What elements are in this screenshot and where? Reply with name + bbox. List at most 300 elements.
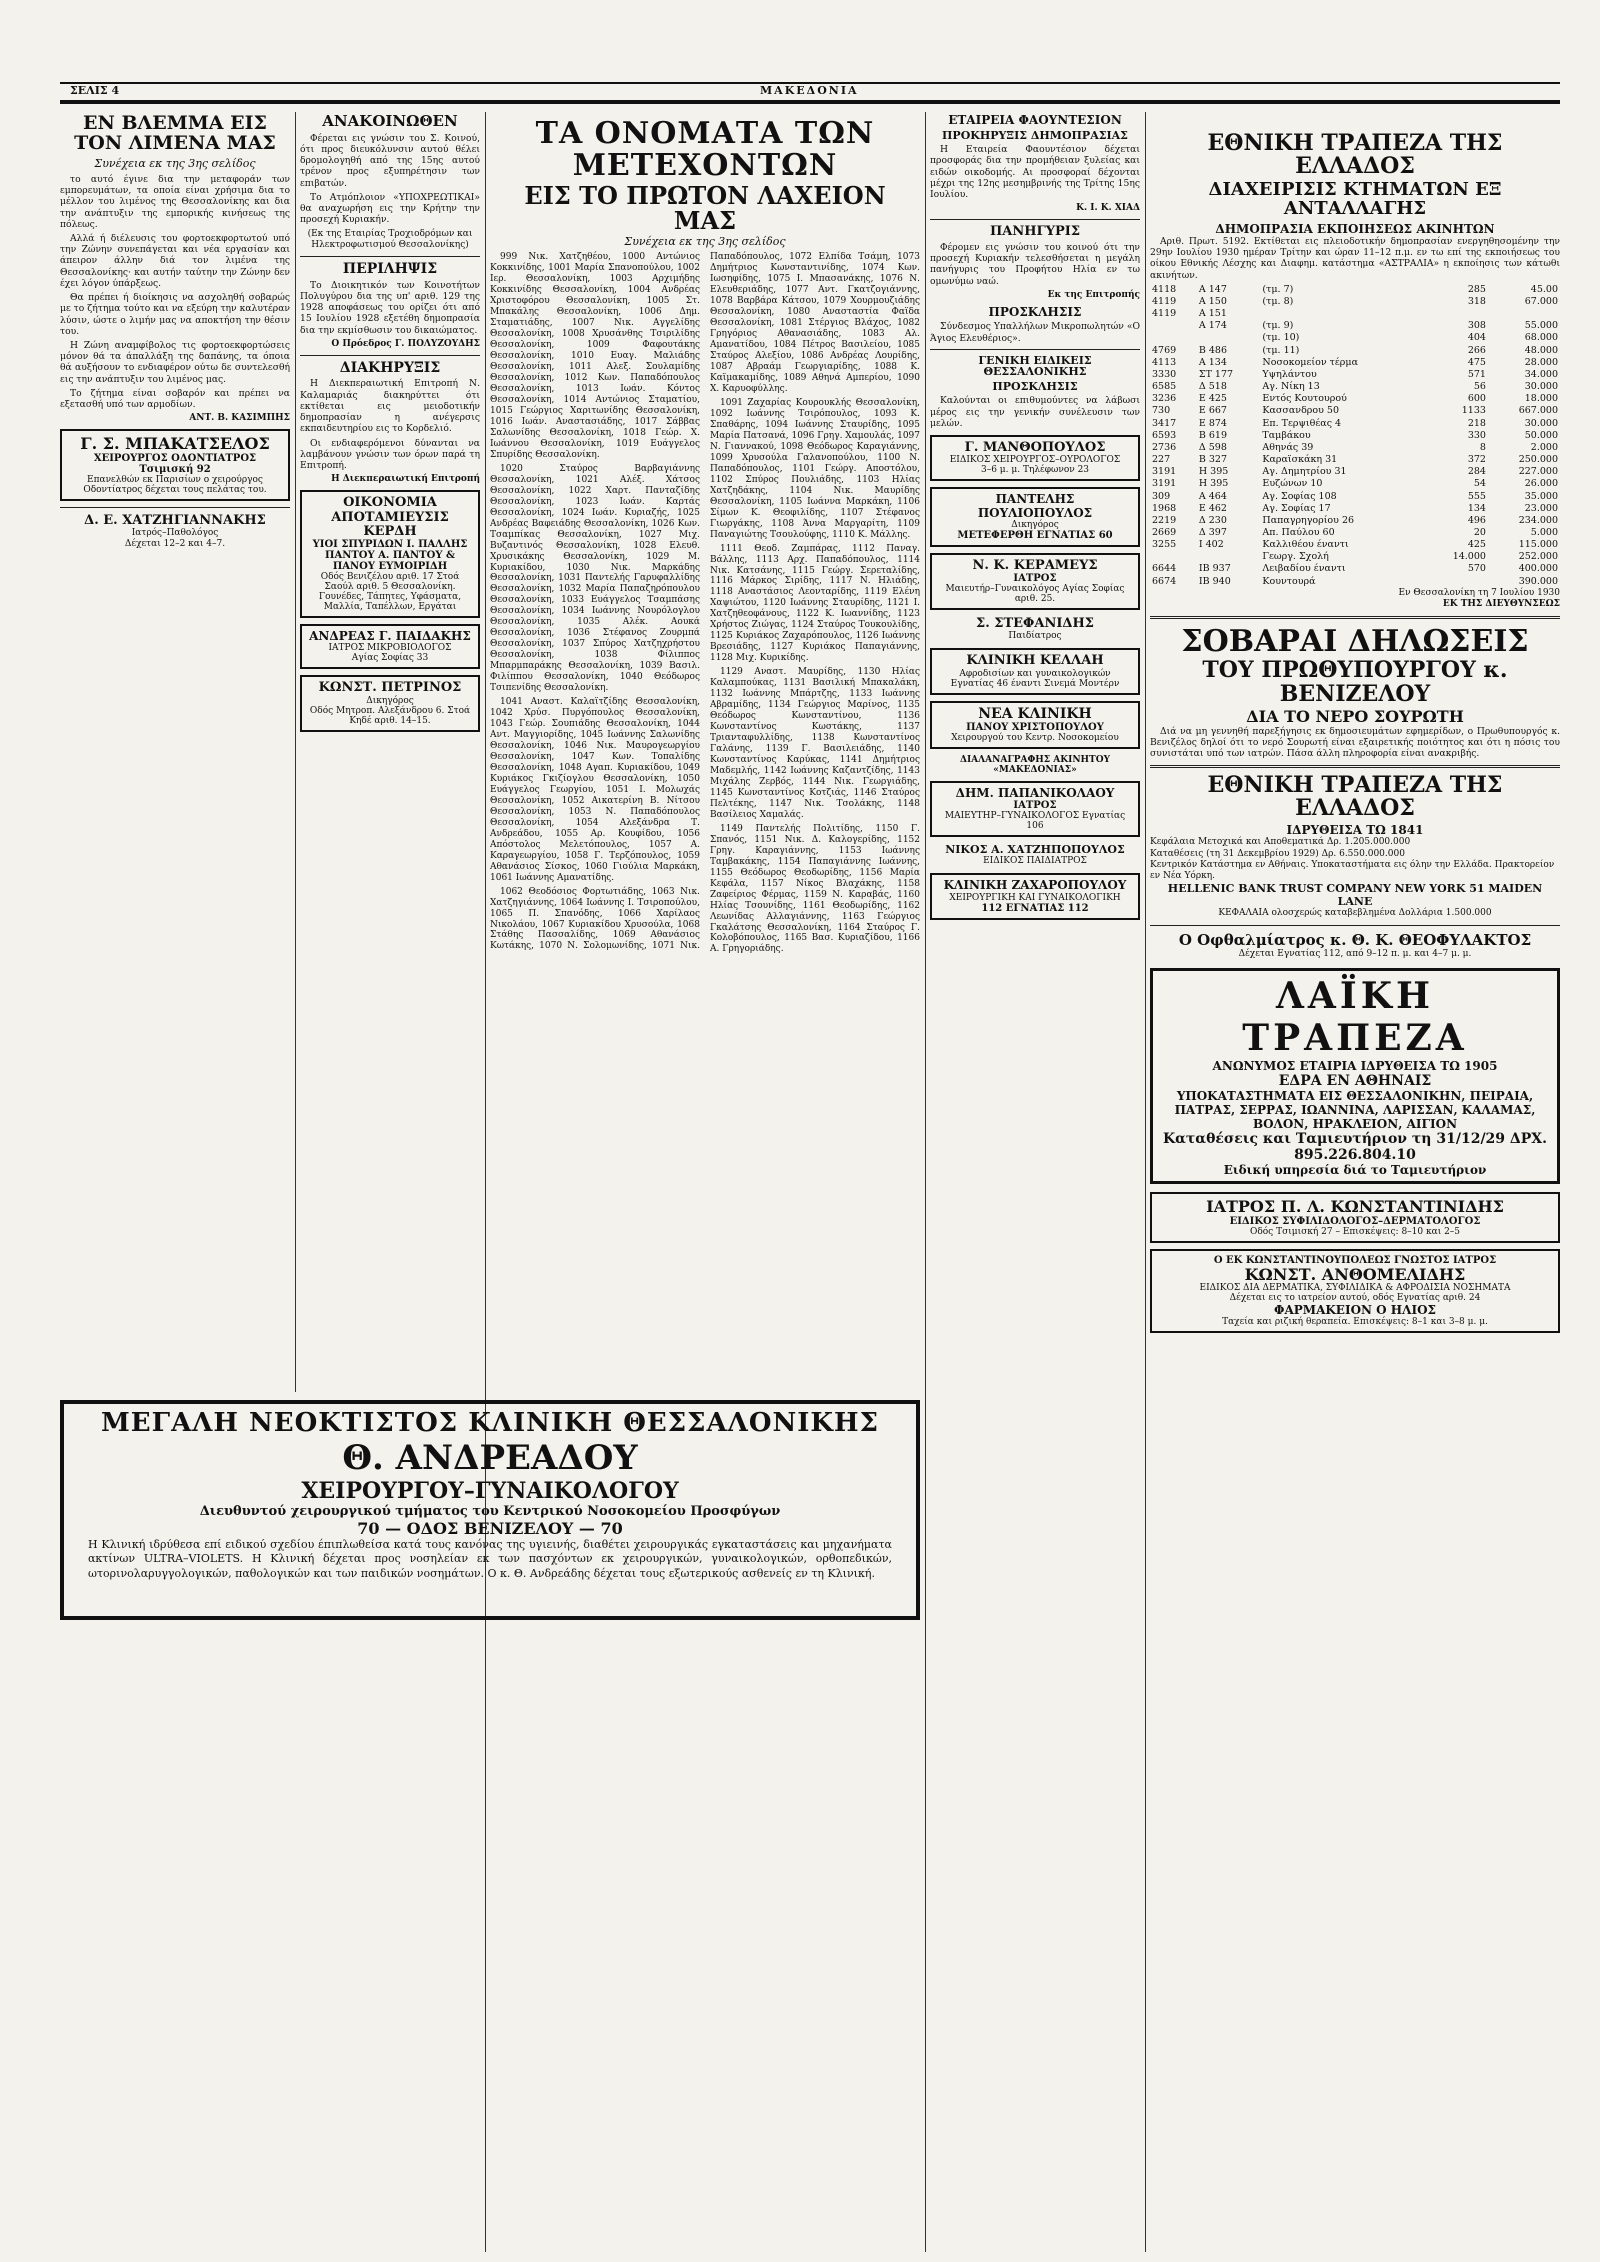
- ad-title: Παιδίατρος: [1008, 631, 1062, 642]
- table-cell: (τμ. 7): [1262, 283, 1294, 295]
- section-title: ΔΙΑΛΑΝΑΓΡΑΦΗΣ ΑΚΙΝΗΤΟΥ «ΜΑΚΕΔΟΝΙΑΣ»: [959, 754, 1111, 775]
- table-cell: Νοσοκομείον τέρμα: [1262, 356, 1358, 368]
- table-cell: Δ 598: [1198, 441, 1227, 453]
- table-cell: 227.000: [1518, 466, 1558, 478]
- table-cell: Δ 397: [1198, 526, 1227, 538]
- ad-papanikolaou: [930, 781, 1140, 837]
- ad-name: ΚΩΝΣΤ. ΠΕΤΡΙΝΟΣ: [318, 680, 462, 696]
- ad-name: Σ. ΣΤΕΦΑΝΙΔΗΣ: [976, 616, 1094, 632]
- table-cell: 20: [1473, 526, 1486, 538]
- ad-chatzipopoulos: [930, 843, 1140, 867]
- ad-ophthalmologist: Ο Οφθαλμίατρος κ. Θ. Κ. ΘΕΟΦΥΛΑΚΤΟΣ: [1178, 930, 1532, 949]
- statements-subtitle: ΤΟΥ ΠΡΩΘΥΠΟΥΡΓΟΥ κ. ΒΕΝΙΖΕΛΟΥ: [1202, 657, 1508, 708]
- article-title: ΕΝ ΒΛΕΜΜΑ ΕΙΣ ΤΟΝ ΛΙΜΕΝΑ ΜΑΣ: [74, 112, 276, 154]
- table-row: [1150, 539, 1560, 551]
- table-cell: Η 395: [1198, 466, 1229, 478]
- statements-title: ΣΟΒΑΡΑΙ ΔΗΛΩΣΕΙΣ: [1181, 624, 1529, 660]
- table-row: [1150, 357, 1560, 369]
- table-cell: Α 147: [1198, 283, 1227, 295]
- table-cell: 600: [1467, 393, 1486, 405]
- table-cell: 234.000: [1518, 514, 1558, 526]
- paragraph: Το Διοικητικόν των Κοινοτήτων Πολυγύρου δια της υπ' αριθ. 129 της 1928 αποφάσεως του ορίζει ότι από 15 Ιουλίου 1928 εξετέθη δημοπρασία δια την εκμίσθωσιν του δικαιώματος.: [300, 279, 480, 336]
- ad-address: ΜΕΤΕΦΕΡΘΗ ΕΓΝΑΤΙΑΣ 60: [957, 529, 1113, 541]
- table-cell: [1150, 332, 1197, 344]
- ad-title: ΕΙΔΙΚΟΣ ΣΥΦΙΛΙΔΟΛΟΓΟΣ–ΔΕΡΜΑΤΟΛΟΓΟΣ: [1229, 1215, 1481, 1227]
- newspaper-name: ΜΑΚΕΔΟΝΙΑ: [760, 84, 859, 97]
- table-cell: [1488, 308, 1560, 320]
- ad-owners: ΠΑΝΤΟΥ Α. ΠΑΝΤΟΥ & ΠΑΝΟΥ ΕΥΜΟΙΡΙΔΗ: [325, 550, 455, 573]
- table-cell: Γεωργ. Σχολή: [1262, 551, 1329, 563]
- table-cell: 285: [1467, 283, 1486, 295]
- table-cell: 250.000: [1518, 454, 1558, 466]
- table-cell: 134: [1467, 502, 1486, 514]
- table-cell: 372: [1467, 454, 1486, 466]
- table-cell: 48.000: [1524, 344, 1558, 356]
- paragraph: 999 Νικ. Χατζηθέου, 1000 Αντώνιος Κοκκινίδης, 1001 Μαρία Σπανοπούλου, 1002 Ιερ. Θεσσαλονίκη, 1003 Αρχιμήδης Κοκκινίδης Θεσσαλονίκη, 1004 Ανδρέας Χριστοφόρου Θεσσαλονίκη, 1005 Στ. Μπακάλης Θεσσαλονίκη, 1006 Δημ. Σταματιάδης, 1007 Νικ. Αγγελίδης Θεσσαλονίκη, 1008 Χρυσάνθης Τσιριλίδης Θεσσαλονίκη, 1009 Φαφουτάκης Θεσσαλονίκη, 1010 Ευαγ. Μαλιάδης Θεσσαλονίκη, 1011 Αλεξ. Σουλαμίδης Θεσσαλονίκη, 1012 Κων. Παπαδόπουλος Θεσσαλονίκη, 1013 Ιωάν. Κόντος Θεσσαλονίκη, 1014 Αντώνιος Σταματίου, 1015 Γεώργιος Χαριτωνίδης Θεσσαλονίκη, 1016 Ιωάν. Αναστασιάδης, 1017 Σάββας Σαλωνίδης Θεσσαλονίκη, 1018 Γεώρ. Χ. Ιωάννου Θεσσαλονίκη, 1019 Ευάγγελος Σπυρίδης Θεσσαλονίκη.: [490, 252, 700, 460]
- table-cell: 6644: [1152, 563, 1177, 575]
- table-cell: Εντός Κουτουρού: [1262, 393, 1347, 405]
- table-cell: 2669: [1152, 526, 1177, 538]
- bank-title: ΕΘΝΙΚΗ ΤΡΑΠΕΖΑ ΤΗΣ ΕΛΛΑΔΟΣ: [1207, 772, 1503, 822]
- table-cell: 555: [1467, 490, 1486, 502]
- table-cell: ΙΒ 937: [1198, 563, 1231, 575]
- section-title: ΠΡΟΣΚΛΗΣΙΣ: [988, 304, 1082, 319]
- ad-name: ΝΕΑ ΚΛΙΝΙΚΗ: [978, 705, 1092, 722]
- table-cell: Ε 667: [1198, 405, 1227, 417]
- table-cell: Α 464: [1198, 490, 1227, 502]
- table-cell: 23.000: [1524, 502, 1558, 514]
- table-cell: 56: [1473, 381, 1486, 393]
- table-cell: 67.000: [1524, 296, 1558, 307]
- bank-name: ΛΑΪΚΗ ΤΡΑΠΕΖΑ: [1242, 974, 1468, 1059]
- table-cell: 4119: [1152, 308, 1177, 320]
- statements-body: [1150, 726, 1560, 760]
- table-cell: 218: [1467, 417, 1486, 429]
- ad-hours: 3–6 μ. μ. Τηλέφωνον 23: [980, 465, 1090, 476]
- ad-title: Ιατρός–Παθολόγος: [131, 527, 219, 538]
- bank-branches: ΥΠΟΚΑΤΑΣΤΗΜΑΤΑ ΕΙΣ ΘΕΣΣΑΛΟΝΙΚΗΝ, ΠΕΙΡΑΙΑ, ΠΑΤΡΑΣ, ΣΕΡΡΑΣ, ΙΩΑΝΝΙΝΑ, ΛΑΡΙΣΣΑΝ, ΚΑΛΑΜΑΣ, ΒΟΛΟΝ, ΗΡΑΚΛΕΙΟΝ, ΑΙΓΙΟΝ: [1174, 1088, 1536, 1131]
- table-row: [1150, 381, 1560, 393]
- column-divider: [925, 112, 926, 2252]
- table-cell: Α 151: [1198, 308, 1227, 320]
- table-cell: 6674: [1152, 575, 1177, 587]
- table-cell: 3255: [1152, 539, 1177, 551]
- table-cell: (τμ. 9): [1262, 320, 1294, 332]
- auction-intro: [1150, 236, 1560, 281]
- table-cell: ΙΒ 940: [1198, 575, 1231, 587]
- paragraph: Η Ζώνη αναμφίβολος τις φορτοεκφορτώσεις μόνον θά τα άπαλλάξη της δαπάνης, τα όποια θά αυξήσουν το ενδιαφέρον ούτω δε συντελεσθή εις την ανάπτυξιν του λιμένος μας.: [60, 339, 290, 385]
- paragraph: 1062 Θεοδόσιος Φορτωτιάδης, 1063 Νικ. Χατζηγιάννης, 1064 Ιωάννης Ι. Τσιροπούλου, 1065 Π. Σπανόδης, 1066 Χαρίλαος Νικολάου, 1067 Κυριακίδου Χρυσούλα, 1068 Στάθης Πασσαλίδης, 1069 Αθανάσιος Κωτάκης, 1070 Ν. Σολομωνίδης, 1071 Νικ. Παπαδόπουλος, 1072 Ελπίδα Τσάμη, 1073 Δημήτριος Κωνσταντινίδης, 1074 Κων. Ιωσηφίδης, 1075 Ι. Μπασανάκης, 1076 Ν. Ελευθεριάδης, 1077 Αντ. Γκατζογιάννης, 1078 Βαρβάρα Κάτσου, 1079 Χουρμουζιάδης Θεσσαλονίκη, 1080 Ανασταστία Φαϊδα Θεσσαλονίκη, 1081 Στέργιος Βλάχος, 1082 Γρηγόριος Αθανασιάδης, 1083 Αλ. Αμανατίδου, 1084 Πέτρος Βασιλείου, 1085 Σταύρος Αλεξίου, 1086 Ανδρέας Λουρίδης, 1087 Αβραάμ Γεωργιαρίδης, 1088 Κ. Καϊμακαμίδης, 1089 Αθηνά Αμπερίου, 1090 Χ. Καρυοφύλλης.: [490, 252, 920, 952]
- table-row: [1150, 320, 1560, 332]
- ad-address: Εγνατίας 46 έναντι Σινεμά Μοντέρν: [950, 678, 1120, 689]
- auction-title: ΔΗΜΟΠΡΑΣΙΑ ΕΚΠΟΙΗΣΕΩΣ ΑΚΙΝΗΤΩΝ: [1215, 221, 1495, 236]
- table-row: [1150, 393, 1560, 405]
- paragraph: Αριθ. Πρωτ. 5192. Εκτίθεται εις πλειοδοτικήν δημοπρασίαν ενεργηθησομένην την 29ην Ιουλίου 1930 ημέραν Τρίτην και ώραν 11–12 π.μ. εν τω επί της εκποιήσεως του οίκου Εθνικής Λέσχης και Διαφημ. κατάστημα «ΑΣΤΡΑΛΙΑ» η εκποίησις των κάτωθι ακινήτων.: [1150, 235, 1560, 281]
- ad-petrinos: [300, 675, 480, 731]
- bank-founded: ΙΔΡΥΘΕΙΣΑ ΤΩ 1841: [1286, 823, 1424, 838]
- table-cell: 496: [1467, 514, 1486, 526]
- ad-address: Μαιευτήρ–Γυναικολόγος Αγίας Σοφίας αριθ. 25.: [945, 584, 1125, 605]
- article-subtitle: Συνέχεια εκ της 3ης σελίδος: [94, 156, 256, 170]
- table-cell: [1426, 308, 1488, 320]
- column-2: [300, 112, 480, 1372]
- table-cell: 425: [1467, 539, 1486, 551]
- bank-ny-capital: ΚΕΦΑΛΑΙΑ ολοσχερώς καταβεβλημένα Δολλάρια 1.500.000: [1218, 908, 1492, 919]
- table-cell: 667.000: [1518, 405, 1558, 417]
- ad-title: Δικηγόρος: [1011, 519, 1059, 530]
- paragraph: 1020 Σταύρος Βαρβαγιάννης Θεσσαλονίκη, 1021 Αλέξ. Χάτσος Θεσσαλονίκη, 1022 Χαρτ. Πανταζίδης Θεσσαλονίκη, 1023 Ιωάν. Καρτάς Θεσσαλονίκη, 1024 Ιωάν. Κυριαζής, 1025 Ανδρέας Βαφειάδης Θεσσαλονίκη, 1026 Κων. Τσαμπίκας Θεσσαλονίκη, 1027 Μιχ. Βυζαντινός Θεσσαλονίκη, 1028 Ελευθ. Χρυσικάκης Θεσσαλονίκη, 1029 Μ. Κυριακίδου, 1030 Νικ. Μαρκάδης Θεσσαλονίκη, 1031 Παντελής Γαρυφαλλίδης Θεσσαλονίκη, 1032 Μαρία Παπαζηρόπουλου Θεσσαλονίκη, 1033 Ευάγγελος Τσαμπάσης Θεσσαλονίκη, 1034 Ιωάννης Νουρόλογλου Θεσσαλονίκη, 1035 Αλέκ. Αουκά Θεσσαλονίκη, 1036 Στέφανος Ζουρμπά Θεσσαλονίκη, 1037 Σπύρος Χατζηχρήστου Θεσσαλονίκη, 1038 Φίλιππος Μπαρμπαράκης Θεσσαλονίκη, 1039 Βασιλ. Φιλίππου Θεσσαλονίκη, 1040 Θεόδωρος Τσιπενίδης Θεσσαλονίκη.: [490, 463, 700, 694]
- bank-capital: Κεφάλαια Μετοχικά και Αποθεματικά Δρ. 1.205.000.000: [1150, 837, 1411, 848]
- section-title: ΠΑΝΗΓΥΡΙΣ: [989, 224, 1081, 240]
- table-row: [1150, 491, 1560, 503]
- table-cell: 30.000: [1524, 381, 1558, 393]
- section-title: ΓΕΝΙΚΗ ΕΙΔΙΚΕΙΣ ΘΕΣΣΑΛΟΝΙΚΗΣ: [978, 353, 1092, 379]
- ad-title: Αφροδισίων και γυναικολογικών: [959, 668, 1111, 679]
- table-row: [1150, 478, 1560, 490]
- table-cell: 730: [1152, 405, 1171, 417]
- section-body: [300, 280, 480, 336]
- table-cell: Αγ. Νίκη 13: [1262, 381, 1320, 393]
- table-cell: 571: [1467, 368, 1486, 380]
- table-cell: Κασσανδρου 50: [1262, 405, 1339, 417]
- ad-title: Χειρουργού του Κεντρ. Νοσοκομείου: [951, 732, 1119, 743]
- table-cell: 26.000: [1524, 478, 1558, 490]
- section-signature: Η Διεκπεραιωτική Επιτροπή: [331, 474, 480, 485]
- lottery-subtitle: ΕΙΣ ΤΟ ΠΡΩΤΟΝ ΛΑΧΕΙΟΝ ΜΑΣ: [524, 181, 886, 236]
- paragraph: 1041 Αναστ. Καλαϊτζίδης Θεσσαλονίκη, 1042 Χρύσ. Πυργόπουλος Θεσσαλονίκη, 1043 Γεώρ. Σουπιάδης Θεσσαλονίκη, 1044 Αντ. Μαγγιορίδης, 1045 Ιωάννης Σαλωνίδης Θεσσαλονίκη, 1046 Νικ. Μαυρογεωργίου Θεσσαλονίκη, 1047 Κων. Τοπαλίδης Θεσσαλονίκη, 1048 Αγαπ. Κυριακίδου, 1049 Κυριάκος Γκιζίογλου Θεσσαλονίκη, 1050 Ευάγγελος Γεωργίου, 1051 Ι. Μολωχάς Θεσσαλονίκη, 1052 Αικατερίνη Β. Νίτσου Θεσσαλονίκη, 1053 Ν. Παπαδόπουλος Θεσσαλονίκη, 1054 Αλεξάνδρα Τ. Ανδρεάδου, 1055 Αρ. Κουφίδου, 1056 Απόστολος Μελετόπουλος, 1057 Α. Καραγεωργίου, 1058 Γ. Τερζόπουλος, 1059 Αθανάσιος Σίσκος, 1060 Γιούλια Μαρκάκη, 1061 Ιωάννης Αμανατίδης.: [490, 697, 700, 883]
- table-row: [1150, 284, 1560, 296]
- ad-title: ΧΕΙΡΟΥΡΓΙΚΗ ΚΑΙ ΓΥΝΑΙΚΟΛΟΓΙΚΗ: [949, 892, 1121, 903]
- ad-name: Γ. Σ. ΜΠΑΚΑΤΣΕΛΟΣ: [80, 434, 270, 454]
- paragraph: Διά να μη γεννηθή παρεξήγησις εκ δημοσιευμάτων εφημερίδων, ο Πρωθυπουργός κ. Βενιζέλος δηλοί ότι το νερό Σουρωτή είναι εξαιρετικής ποιότητος και ότι η πόσις του συνιστάται υπό των ιατρών. Πάσα άλλη πληροφορία είναι ανακριβής.: [1150, 725, 1560, 760]
- table-cell: 3191: [1152, 466, 1177, 478]
- table-cell: ΣΤ 177: [1198, 368, 1234, 380]
- table-cell: Λειβαδίου έναντι: [1262, 563, 1346, 575]
- table-cell: 309: [1152, 490, 1171, 502]
- masthead: [60, 82, 1560, 104]
- table-cell: Α 150: [1198, 296, 1227, 307]
- ad-name: Δ. Ε. ΧΑΤΖΗΓΙΑΝΝΑΚΗΣ: [84, 512, 266, 528]
- ad-anthomelidis: [1150, 1249, 1560, 1334]
- ad-title: ΙΑΤΡΟΣ: [1013, 800, 1057, 812]
- ad-laiki-bank: [1150, 968, 1560, 1184]
- table-row: [1150, 430, 1560, 442]
- table-cell: 45.00: [1530, 283, 1558, 295]
- table-row: [1150, 576, 1560, 588]
- table-cell: 570: [1467, 563, 1486, 575]
- ad-heading: ΟΙΚΟΝΟΜΙΑ ΑΠΟΤΑΜΙΕΥΣΙΣ ΚΕΡΔΗ: [331, 495, 449, 539]
- table-cell: 2.000: [1530, 441, 1558, 453]
- table-cell: 8: [1479, 441, 1486, 453]
- table-cell: 30.000: [1524, 417, 1558, 429]
- paragraph: 1111 Θεοδ. Ζαμπάρας, 1112 Παναγ. Βάλλης, 1113 Αρχ. Παπαδόπουλος, 1114 Νικ. Κατσάνης, 1115 Γεώργ. Σερεταλίδης, 1116 Μάρκος Σιρίδης, 1117 Ν. Ηλιάδης, 1118 Αναστάσιος Λεονταρίδης, 1119 Ελένη Χαψιώτου, 1120 Ιωάννης Σταυρίδης, 1121 Ι. Χατζηθεοφάνους, 1122 Κ. Ιωαννίδης, 1123 Χρήστος Ζιώγας, 1124 Σταύρος Τουκουλίδης, 1125 Κυριάκος Ζαχαρόπουλος, 1126 Ιωάννης Βρεσιάδης, 1127 Κυριάκος Παπαγιάννης, 1128 Μιχ. Κυρικίδης.: [710, 543, 920, 664]
- table-cell: Κουντουρά: [1262, 575, 1316, 587]
- auction-date: Εν Θεσσαλονίκη τη 7 Ιουλίου 1930: [1398, 587, 1560, 598]
- section-title: ΔΙΑΚΗΡΥΞΙΣ: [339, 359, 441, 376]
- ad-zacharopoulou-clinic: [930, 873, 1140, 919]
- ad-name: Θ. ΑΝΔΡΕΑΔΟΥ: [342, 1438, 638, 1478]
- table-cell: Α 134: [1198, 356, 1227, 368]
- ad-address: Αγίας Σοφίας 33: [351, 653, 429, 664]
- divider: [300, 256, 480, 257]
- section-signature: Εκ της Επιτροπής: [1047, 289, 1140, 300]
- auction-sign: ΕΚ ΤΗΣ ΔΙΕΥΘΥΝΣΕΩΣ: [1442, 599, 1560, 609]
- ad-hours: Δέχεται 12–2 και 4–7.: [124, 539, 226, 550]
- ad-name: Ν. Κ. ΚΕΡΑΜΕΥΣ: [972, 557, 1098, 573]
- bank-hq: ΕΔΡΑ ΕΝ ΑΘΗΝΑΙΣ: [1278, 1072, 1432, 1089]
- table-row: [1150, 418, 1560, 430]
- section-signature: Ο Πρόεδρος Γ. ΠΟΛΥΖΟΥΔΗΣ: [331, 338, 480, 349]
- lower-left-area: [60, 1630, 920, 2230]
- column-5: [1150, 130, 1560, 2250]
- lottery-title: ΤΑ ΟΝΟΜΑΤΑ ΤΩΝ ΜΕΤΕΧΟΝΤΩΝ: [535, 116, 875, 183]
- article-body: [60, 174, 290, 410]
- section-body: [930, 321, 1140, 343]
- ad-name: ΚΛΙΝΙΚΗ ΚΕΛΛΑΗ: [966, 653, 1104, 669]
- table-cell: [1260, 308, 1426, 320]
- page-number: ΣΕΛΙΣ 4: [70, 84, 120, 97]
- table-cell: 4118: [1152, 283, 1177, 295]
- ad-title: ΕΙΔΙΚΟΣ ΔΙΑ ΔΕΡΜΑΤΙΚΑ, ΣΥΦΙΛΙΔΙΚΑ & ΑΦΡΟΔΙΣΙΑ ΝΟΣΗΜΑΤΑ: [1199, 1283, 1511, 1294]
- table-cell: 1133: [1461, 405, 1486, 417]
- table-row: [1150, 442, 1560, 454]
- section-title: ΑΝΑΚΟΙΝΩΘΕΝ: [322, 112, 458, 130]
- ad-title: ΕΙΔΙΚΟΣ ΧΕΙΡΟΥΡΓΟΣ–ΟΥΡΟΛΟΓΟΣ: [949, 455, 1121, 466]
- paragraph: 1091 Ζαχαρίας Κουρουκλής Θεσσαλονίκη, 1092 Ιωάννης Τσιρόπουλος, 1093 Κ. Σπαθάρης, 1094 Ιωάννης Σταυρίδης, 1095 Μαρία Πατσανά, 1096 Γρηγ. Χαμουλάς, 1097 Ν. Γιαννακού, 1098 Θεόδωρος Καραγιάννης, 1099 Χρυσούλα Γαλανοπούλου, 1100 Ν. Παπαδόπουλος, 1101 Γεώργ. Αποστόλου, 1102 Σπύρος Πουλιάδης, 1103 Ηλίας Χατζηδάκης, 1104 Νικ. Μαυρίδης Θεσσαλονίκη, 1105 Ιωάννα Μαρκάκη, 1106 Σίμων Κ. Θεοφιλίδης, 1107 Στέφανος Γιωργάκης, 1108 Άννα Μαργαρίτη, 1109 Παναγιώτης Τσουλούφης, 1110 Κ. Μάλλης.: [710, 397, 920, 540]
- ad-doctor: ΠΑΝΟΥ ΧΡΙΣΤΟΠΟΥΛΟΥ: [966, 721, 1104, 733]
- table-cell: Ι 402: [1198, 539, 1224, 551]
- ad-address: 112 ΕΓΝΑΤΙΑΣ 112: [981, 902, 1089, 914]
- table-row: [1150, 551, 1560, 563]
- table-cell: Αθηνάς 39: [1262, 441, 1314, 453]
- ad-name: ΚΩΝΣΤ. ΑΝΘΟΜΕΛΙΔΗΣ: [1244, 1264, 1466, 1284]
- ad-name: ΝΙΚΟΣ Α. ΧΑΤΖΗΠΟΠΟΥΛΟΣ: [945, 843, 1125, 857]
- ad-intro: Ο ΕΚ ΚΩΝΣΤΑΝΤΙΝΟΥΠΟΛΕΩΣ ΓΝΩΣΤΟΣ ΙΑΤΡΟΣ: [1213, 1254, 1497, 1266]
- ad-headline: ΜΕΓΑΛΗ ΝΕΟΚΤΙΣΤΟΣ ΚΛΙΝΙΚΗ ΘΕΣΣΑΛΟΝΙΚΗΣ: [101, 1408, 879, 1438]
- section-subtitle: ΠΡΟΣΚΛΗΣΙΣ: [992, 379, 1078, 393]
- paragraph: Η Διεκπεραιωτική Επιτροπή Ν. Καλαμαριάς διακηρύττει ότι εκτίθεται εις μειοδοτικήν δημοπρασίαν η ανέγερσις εκπαιδευτηρίου εις το Κορδελιό.: [300, 378, 480, 435]
- divider: [300, 355, 480, 356]
- table-cell: 400.000: [1518, 563, 1558, 575]
- table-row: [1150, 527, 1560, 539]
- ad-pharmacy: ΦΑΡΜΑΚΕΙΟΝ Ο ΗΛΙΟΣ: [1274, 1303, 1436, 1318]
- table-row: [1150, 515, 1560, 527]
- ad-bakatselos: [60, 429, 290, 501]
- article-signature: ΑΝΤ. Β. ΚΑΣΙΜΠΗΣ: [189, 413, 290, 424]
- ad-andreadou-clinic: [60, 1400, 920, 1620]
- ad-name: ΚΛΙΝΙΚΗ ΖΑΧΑΡΟΠΟΥΛΟΥ: [943, 878, 1127, 893]
- table-cell: 3236: [1152, 393, 1177, 405]
- ad-ophthalmologist-hours: Δέχεται Εγνατίας 112, από 9–12 π. μ. και 4–7 μ. μ.: [1238, 948, 1472, 959]
- table-cell: 55.000: [1524, 320, 1558, 332]
- property-table: [1150, 284, 1560, 588]
- table-cell: 2736: [1152, 441, 1177, 453]
- table-cell: (τμ. 10): [1262, 332, 1300, 344]
- table-cell: [1150, 320, 1197, 332]
- table-cell: 4119: [1152, 296, 1177, 307]
- section-body: [930, 395, 1140, 429]
- table-cell: Η 395: [1198, 478, 1229, 490]
- table-cell: 3330: [1152, 368, 1177, 380]
- table-cell: 1968: [1152, 502, 1177, 514]
- table-cell: 266: [1467, 344, 1486, 356]
- section-title: ΠΕΡΙΛΗΨΙΣ: [342, 261, 438, 277]
- table-cell: 252.000: [1518, 551, 1558, 563]
- ad-manthopoulos: [930, 435, 1140, 481]
- bank-deposits: Καταθέσεις (τη 31 Δεκεμβρίου 1929) Δρ. 6.550.000.000: [1150, 848, 1405, 859]
- bank-ny-branch: HELLENIC BANK TRUST COMPANY NEW YORK 51 MAIDEN LANE: [1167, 882, 1543, 909]
- ad-title: Δικηγόρος: [366, 695, 414, 706]
- paragraph: Το ζήτημα είναι σοβαρόν και πρέπει να εξετασθή υπό των αρμοδίων.: [60, 387, 290, 411]
- table-cell: [1197, 332, 1261, 344]
- table-row: [1150, 466, 1560, 478]
- ad-kellai-clinic: [930, 648, 1140, 694]
- paragraph: 1129 Αναστ. Μαυρίδης, 1130 Ηλίας Καλαμπούκας, 1131 Βασιλική Μπακαλάκη, 1132 Ιωάννης Μπάρτζης, 1133 Ιωάννης Αβραμίδης, 1134 Γεώργιος Μαρίνος, 1135 Θεόδωρος Κωνσταντίνου, 1136 Κωνσταντίνος Κωστάκης, 1137 Τριανταφυλλίδης, 1138 Κωνσταντίνος Γαλάνης, 1139 Γ. Βασιλειάδης, 1140 Κωνσταντίνος Καρύκας, 1141 Δημήτριος Μαδεμλής, 1142 Ιωάννης Καζαντζίδης, 1143 Μιχάλης Ζερβός, 1144 Νικ. Γεωργιάδης, 1145 Κωνσταντίνος Κοτζιάς, 1146 Σταύρος Πελτέκης, 1147 Νικ. Τσολάκης, 1148 Βασίλειος Χαμαλάς.: [710, 667, 920, 820]
- paragraph: 1149 Παντελής Πολιτίδης, 1150 Γ. Σπανός, 1151 Νικ. Δ. Καλογερίδης, 1152 Γρηγ. Καραγιάννης, 1153 Ιωάννης Ταμβακάκης, 1154 Παπαγιάννης Ιωάννης, 1155 Θεόδωρος Θεοδωρίδης, 1156 Μαρία Κεφάλα, 1157 Νίκος Βλαχάκης, 1158 Ζαφείριος Φέρμας, 1159 Ν. Καραβάς, 1160 Ηλίας Τσουνίδης, 1161 Θεοδωρίδης, 1162 Λεωνίδας Αλλαγιάννης, 1163 Γεώργιος Γκαλάτσης Θεσσαλονίκη, 1164 Σταύρος Γ. Κολοβόπουλος, 1165 Βασ. Κυριαζίδου, 1166 Α. Γρηγοριάδης.: [710, 823, 920, 955]
- table-cell: 404: [1467, 332, 1486, 344]
- table-cell: 475: [1467, 356, 1486, 368]
- table-cell: Απ. Παύλου 60: [1262, 526, 1335, 538]
- ad-kerameus: [930, 553, 1140, 610]
- ad-address: 70 — ΟΔΟΣ ΒΕΝΙΖΕΛΟΥ — 70: [357, 1519, 623, 1538]
- table-cell: Β 327: [1198, 454, 1227, 466]
- table-cell: 4769: [1152, 344, 1177, 356]
- ad-address: Τσιμισκή 92: [139, 463, 211, 475]
- bank-subtitle: ΔΙΑΧΕΙΡΙΣΙΣ ΚΤΗΜΑΤΩΝ ΕΞ ΑΝΤΑΛΛΑΓΗΣ: [1208, 179, 1502, 220]
- ad-title: ΙΑΤΡΟΣ: [1013, 573, 1057, 585]
- table-row: [1150, 332, 1560, 344]
- table-cell: Υψηλάντου: [1262, 368, 1317, 380]
- section-signature: Κ. Ι. Κ. ΧΙΑΔ: [1076, 203, 1140, 214]
- table-cell: Ε 874: [1198, 417, 1227, 429]
- divider: [1150, 765, 1560, 768]
- table-row: [1150, 503, 1560, 515]
- table-cell: Επ. Τερψιθέας 4: [1262, 417, 1342, 429]
- table-row: [1150, 296, 1560, 308]
- table-cell: 35.000: [1524, 490, 1558, 502]
- paragraph: Φέρομεν εις γνώσιν του κοινού ότι την προσεχή Κυριακήν τελεσθήσεται η μεγάλη πανήγυρις του Προφήτου Ηλία εν τω ομωνύμω ναώ.: [930, 241, 1140, 287]
- column-4: [930, 112, 1140, 2252]
- section-subtitle: ΠΡΟΚΗΡΥΞΙΣ ΔΗΜΟΠΡΑΣΙΑΣ: [942, 128, 1128, 142]
- table-cell: 3417: [1152, 417, 1177, 429]
- ad-address: Οδός Βενιζέλου αριθ. 17 Στοά Σαούλ αριθ. 5 Θεσσαλονίκη.: [320, 572, 460, 593]
- ad-title: ΕΙΔΙΚΟΣ ΠΑΙΔΙΑΤΡΟΣ: [983, 856, 1087, 867]
- table-cell: [1197, 551, 1261, 563]
- table-cell: 284: [1467, 466, 1486, 478]
- table-cell: 227: [1152, 454, 1171, 466]
- bank-service: Ειδική υπηρεσία διά το Ταμιευτήριον: [1223, 1162, 1487, 1177]
- table-cell: Αγ. Σοφίας 17: [1262, 502, 1331, 514]
- table-cell: 34.000: [1524, 368, 1558, 380]
- paragraph: Θα πρέπει ή διοίκησις να ασχοληθή σοβαρώς με το ζήτημα τούτο και να εξεύρη την καλυτέραν λύσιν, ώστε ο λιμήν μας να αποκτήση την θέσιν του.: [60, 292, 290, 337]
- statements-topic: ΔΙΑ ΤΟ ΝΕΡΟ ΣΟΥΡΩΤΗ: [1246, 706, 1464, 726]
- table-row: [1150, 369, 1560, 381]
- table-cell: 68.000: [1524, 332, 1558, 344]
- ad-company: ΥΙΟΙ ΣΠΥΡΙΔΩΝ Ι. ΠΑΛΛΗΣ: [312, 539, 468, 551]
- paragraph: Σύνδεσμος Υπαλλήλων Μικροπωλητών «Ο Άγιος Ελευθέριος».: [930, 321, 1140, 344]
- ad-name: ΑΝΔΡΕΑΣ Γ. ΠΑΙΔΑΚΗΣ: [309, 629, 471, 644]
- paragraph: Καλούνται οι επιθυμούντες να λάβωσι μέρος εις την γενικήν συνέλευσιν των μελών.: [930, 395, 1140, 429]
- table-cell: 18.000: [1524, 393, 1558, 405]
- ad-konstantinidis: [1150, 1192, 1560, 1243]
- ad-position: Διευθυντού χειρουργικού τμήματος του Κεντρικού Νοσοκομείου Προσφύγων: [199, 1504, 781, 1519]
- bank-title: ΕΘΝΙΚΗ ΤΡΑΠΕΖΑ ΤΗΣ ΕΛΛΑΔΟΣ: [1207, 130, 1503, 180]
- table-cell: 54: [1473, 478, 1486, 490]
- table-cell: [1150, 551, 1197, 563]
- table-row: [1150, 454, 1560, 466]
- ad-address: Δέχεται εις το ιατρείον αυτού, οδός Εγνατίας αριθ. 24: [1229, 1293, 1481, 1304]
- table-cell: Ε 425: [1198, 393, 1227, 405]
- table-cell: 330: [1467, 429, 1486, 441]
- divider: [60, 507, 290, 508]
- ad-hours: Ταχεία και ριζική θεραπεία. Επισκέψεις: 8–1 και 3–8 μ. μ.: [1222, 1317, 1488, 1328]
- bank-deposits: Καταθέσεις και Ταμιευτήριον τη 31/12/29 ΔΡΧ. 895.226.804.10: [1162, 1130, 1548, 1163]
- table-cell: (τμ. 11): [1262, 344, 1300, 356]
- table-cell: Αγ. Δημητρίου 31: [1262, 466, 1347, 478]
- table-row: [1150, 308, 1560, 320]
- table-cell: 6593: [1152, 429, 1177, 441]
- ad-title: ΧΕΙΡΟΥΡΓΟΣ ΟΔΟΝΤΙΑΤΡΟΣ: [93, 452, 257, 464]
- ad-goods: Γουνέδες, Τάπητες, Υφάσματα, Μαλλία, Ταπέλλων, Εργάται: [318, 592, 462, 613]
- table-cell: Β 486: [1198, 344, 1227, 356]
- lottery-names-list: [490, 252, 920, 955]
- ad-title: ΙΑΤΡΟΣ ΜΙΚΡΟΒΙΟΛΟΓΟΣ: [328, 643, 452, 654]
- ad-address: Οδός Μητροπ. Αλεξάνδρου 6. Στοά Κηδέ αριθ. 14–15.: [309, 705, 471, 726]
- table-cell: Δ 230: [1198, 514, 1227, 526]
- paragraph: το αυτό έγινε δια την μεταφοράν των εμπορευμάτων, τα οποία είναι χρήσιμα δια το μέλλον του λιμένος της Θεσσαλονίκης και δια την ανάπτυξιν της εμπορικής κινήσεως της πόλεως.: [60, 173, 290, 230]
- lottery-continuation: Συνέχεια εκ της 3ης σελίδος: [624, 235, 786, 249]
- divider: [1150, 616, 1560, 619]
- section-title: ΕΤΑΙΡΕΙΑ ΦΑΟΥΝΤΕΣΙΟΝ: [948, 113, 1122, 127]
- table-cell: (τμ. 8): [1262, 296, 1294, 307]
- table-cell: 318: [1467, 296, 1486, 307]
- section-body: [930, 144, 1140, 200]
- table-cell: 2219: [1152, 514, 1177, 526]
- table-row: [1150, 563, 1560, 575]
- table-cell: 14.000: [1452, 551, 1486, 563]
- table-cell: 390.000: [1518, 575, 1558, 587]
- table-cell: Ε 462: [1198, 502, 1227, 514]
- divider: [1150, 925, 1560, 926]
- table-cell: 5.000: [1530, 526, 1558, 538]
- ad-pouliopoulos: [930, 487, 1140, 546]
- ad-name: ΔΗΜ. ΠΑΠΑΝΙΚΟΛΑΟΥ: [955, 785, 1115, 800]
- ad-name: ΙΑΤΡΟΣ Π. Λ. ΚΩΝΣΤΑΝΤΙΝΙΔΗΣ: [1206, 1196, 1504, 1216]
- table-cell: Δ 518: [1198, 381, 1227, 393]
- ad-body: Η Κλινική ιδρύθεσα επί ειδικού σχεδίου έπιπλωθείσα κατά τους κανόνας της υγιεινής, διαθέτει χειρουργικάς εγκαταστάσεις και μηχανήματα ακτίνων ULTRA–VIOLETS. Η Κλινική δέχεται προς νοσηλείαν εκ των πασχόντων εκ χειρουργικών, γυναικολογικών, ορθοπεδικών, ωτορινολαρυγγολογικών, παθολογικών και των παιδικών νοσημάτων. Ο κ. Θ. Ανδρεάδης δέχεται τους εξωτερικούς ασθενείς εν τη Κλινική.: [88, 1538, 892, 1580]
- table-cell: 3191: [1152, 478, 1177, 490]
- ad-paidakis: [300, 624, 480, 669]
- paragraph: Η Εταιρεία Φαουντέσιον δέχεται προσφοράς δια την προμήθειαν ξυλείας και ειδών οικοδομής. Αι προσφοραί δέχονται μέχρι της 12ης μεσημβρινής της Τρίτης 15ης Ιουλίου.: [930, 144, 1140, 201]
- table-cell: Καλλιθέου έναντι: [1262, 539, 1349, 551]
- ad-text: Επανελθών εκ Παρισίων ο χειρούργος Οδοντίατρος δέχεται τους πελάτας του.: [83, 474, 267, 495]
- paragraph: Οι ενδιαφερόμενοι δύνανται να λαμβάνουν γνώσιν των όρων παρά τη Επιτροπή.: [300, 437, 480, 471]
- table-row: [1150, 345, 1560, 357]
- table-cell: 6585: [1152, 381, 1177, 393]
- table-cell: Αγ. Σοφίας 108: [1262, 490, 1337, 502]
- table-cell: 308: [1467, 320, 1486, 332]
- section-body: [300, 133, 480, 226]
- paragraph: Φέρεται εις γνώσιν του Σ. Κοινού, ότι προς διευκόλυνσιν αυτού θέλει δρομολογηθή από της 15ης αυτού τρένον προς εξυπηρέτησιν των επιβατών.: [300, 132, 480, 189]
- table-cell: [1426, 576, 1488, 588]
- ad-hours: Οδός Τσιμισκή 27 – Επισκέψεις: 8–10 και 2–5: [1249, 1226, 1461, 1237]
- ad-title: ΧΕΙΡΟΥΡΓΟΥ–ΓΥΝΑΙΚΟΛΟΓΟΥ: [301, 1478, 679, 1504]
- ad-new-clinic: [930, 701, 1140, 749]
- table-cell: Β 619: [1198, 429, 1227, 441]
- divider: [930, 219, 1140, 220]
- table-cell: Ευζώνων 10: [1262, 478, 1323, 490]
- table-row: [1150, 405, 1560, 417]
